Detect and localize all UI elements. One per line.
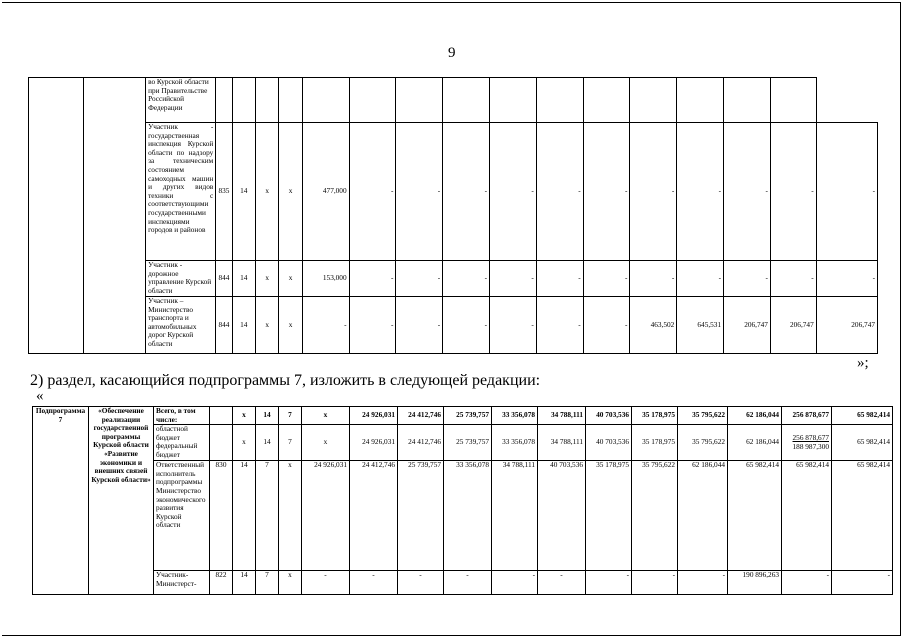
cell: -	[632, 571, 678, 595]
cell: 14	[256, 425, 279, 461]
table-row	[33, 571, 893, 595]
cell: 7	[279, 425, 302, 461]
cell: -	[583, 297, 630, 354]
cell: 65 982,414	[832, 407, 893, 425]
cell: -	[770, 261, 816, 297]
section-intro-text: 2) раздел, касающийся подпрограммы 7, изложить в следующей редакции:	[30, 372, 541, 389]
cell: 25 739,757	[444, 425, 492, 461]
cell: 835	[216, 123, 232, 261]
cell: -	[583, 123, 630, 261]
cell: -	[492, 571, 538, 595]
cell: 24 412,746	[350, 461, 398, 571]
cell: 40 703,536	[586, 425, 632, 461]
table-row	[33, 407, 893, 425]
cell: 25 739,757	[444, 407, 492, 425]
cell: 477,000	[302, 123, 349, 261]
cell: 830	[210, 461, 233, 571]
cell: 62 186,044	[678, 461, 728, 571]
cell: -	[770, 123, 816, 261]
cell: 33 356,078	[492, 407, 538, 425]
cell: 14	[232, 261, 255, 297]
cell: 645,531	[677, 297, 724, 354]
cell: 65 982,414	[782, 461, 832, 571]
cell-value: 256 878,677	[792, 433, 829, 443]
cell: 14	[232, 297, 255, 354]
cell: 35 178,975	[632, 425, 678, 461]
cell: -	[678, 571, 728, 595]
cell: 844	[216, 261, 232, 297]
closing-quote-mark: »;	[857, 355, 869, 371]
cell: 33 356,078	[492, 425, 538, 461]
cell: 7	[279, 407, 302, 425]
table-row	[29, 78, 878, 123]
row-label: Участник-Министерст-	[154, 571, 210, 595]
cell: 14	[233, 571, 256, 595]
cell: 24 412,746	[398, 407, 444, 425]
cell: 14	[256, 407, 279, 425]
cell: 34 788,111	[492, 461, 538, 571]
table-row	[29, 261, 878, 297]
cell: 7	[256, 571, 279, 595]
table-row	[33, 425, 893, 461]
row-label: Участник - государственная инспекция Курской области по надзору за техническим состоянием самоходных машин и других видов техники с соответствующими государственными инспекциями городов и районов	[146, 123, 216, 261]
page-number: 9	[448, 45, 456, 61]
row-label: во Курской области при Правительстве Российской Федерации	[146, 78, 216, 123]
cell: 844	[216, 297, 232, 354]
cell: -	[396, 261, 443, 297]
cell: -	[443, 123, 490, 261]
cell: 7	[256, 461, 279, 571]
cell: -	[302, 297, 349, 354]
cell: -	[443, 297, 490, 354]
cell: 463,502	[630, 297, 677, 354]
subprogram-label: Подпрограмма 7	[33, 407, 89, 595]
opening-quote-mark: «	[36, 388, 44, 404]
row-label: Участник – Министерство транспорта и автомобильных дорог Курской области	[146, 297, 216, 354]
cell: 206,747	[816, 297, 877, 354]
row-label: Участник - дорожное управление Курской области	[146, 261, 216, 297]
cell-value-federal: 188 987,300	[792, 441, 829, 451]
cell: 206,747	[770, 297, 816, 354]
cell: 190 896,263	[728, 571, 782, 595]
cell	[782, 425, 832, 461]
cell: -	[350, 571, 398, 595]
cell: -	[490, 261, 537, 297]
cell: 34 788,111	[538, 425, 586, 461]
cell: х	[302, 425, 350, 461]
cell: х	[302, 407, 350, 425]
cell: -	[349, 261, 396, 297]
cell: 24 412,746	[398, 425, 444, 461]
cell: 35 178,975	[586, 461, 632, 571]
cell: х	[279, 297, 302, 354]
cell: -	[630, 261, 677, 297]
cell: 62 186,044	[728, 425, 782, 461]
cell: х	[233, 425, 256, 461]
cell: -	[536, 297, 583, 354]
cell: -	[302, 571, 350, 595]
cell: х	[279, 571, 302, 595]
row-label: областной бюджет федеральный бюджет	[154, 425, 210, 461]
cell: 14	[233, 461, 256, 571]
cell: 35 795,622	[632, 461, 678, 571]
cell: 65 982,414	[728, 461, 782, 571]
cell: 65 982,414	[832, 461, 893, 571]
cell: 25 739,757	[398, 461, 444, 571]
cell: х	[279, 461, 302, 571]
cell: -	[443, 261, 490, 297]
cell: 24 926,031	[350, 425, 398, 461]
cell: 34 788,111	[538, 407, 586, 425]
cell: 35 795,622	[678, 425, 728, 461]
cell: х	[255, 261, 278, 297]
cell: -	[536, 123, 583, 261]
cell: -	[724, 123, 771, 261]
cell: -	[349, 297, 396, 354]
subprogram-7-table	[32, 406, 893, 595]
cell: -	[583, 261, 630, 297]
cell: 206,747	[724, 297, 771, 354]
cell: -	[396, 123, 443, 261]
cell: -	[677, 123, 724, 261]
cell: 35 178,975	[632, 407, 678, 425]
cell: 33 356,078	[444, 461, 492, 571]
cell: -	[538, 571, 586, 595]
cell: -	[398, 571, 444, 595]
cell: 40 703,536	[586, 407, 632, 425]
cell: 65 982,414	[832, 425, 893, 461]
cell: х	[279, 123, 302, 261]
cell: х	[255, 297, 278, 354]
cell: 256 878,677	[782, 407, 832, 425]
budget-table-continuation	[28, 77, 878, 354]
cell: -	[724, 261, 771, 297]
cell: -	[782, 571, 832, 595]
cell: х	[279, 261, 302, 297]
cell: -	[490, 297, 537, 354]
cell: -	[677, 261, 724, 297]
cell: -	[490, 123, 537, 261]
table-row	[29, 123, 878, 261]
cell: 24 926,031	[350, 407, 398, 425]
cell: 153,000	[302, 261, 349, 297]
cell: 24 926,031	[302, 461, 350, 571]
cell: -	[349, 123, 396, 261]
cell: -	[444, 571, 492, 595]
cell: х	[233, 407, 256, 425]
table-row	[33, 461, 893, 571]
row-label: Всего, в том числе:	[154, 407, 210, 425]
cell: -	[630, 123, 677, 261]
cell: -	[832, 571, 893, 595]
subprogram-title: «Обеспечение реализации государственной программы Курской области «Развитие экономики и внешних связей Курской области»	[89, 407, 154, 595]
cell: 62 186,044	[728, 407, 782, 425]
row-label: Ответственный исполнитель подпрограммы Министерство экономического развития Курской области	[154, 461, 210, 571]
cell: -	[586, 571, 632, 595]
cell: -	[816, 123, 877, 261]
cell: -	[816, 261, 877, 297]
cell: 14	[232, 123, 255, 261]
cell: -	[396, 297, 443, 354]
cell: х	[255, 123, 278, 261]
cell: 822	[210, 571, 233, 595]
cell: 40 703,536	[538, 461, 586, 571]
cell: -	[536, 261, 583, 297]
table-row	[29, 297, 878, 354]
cell: 35 795,622	[678, 407, 728, 425]
